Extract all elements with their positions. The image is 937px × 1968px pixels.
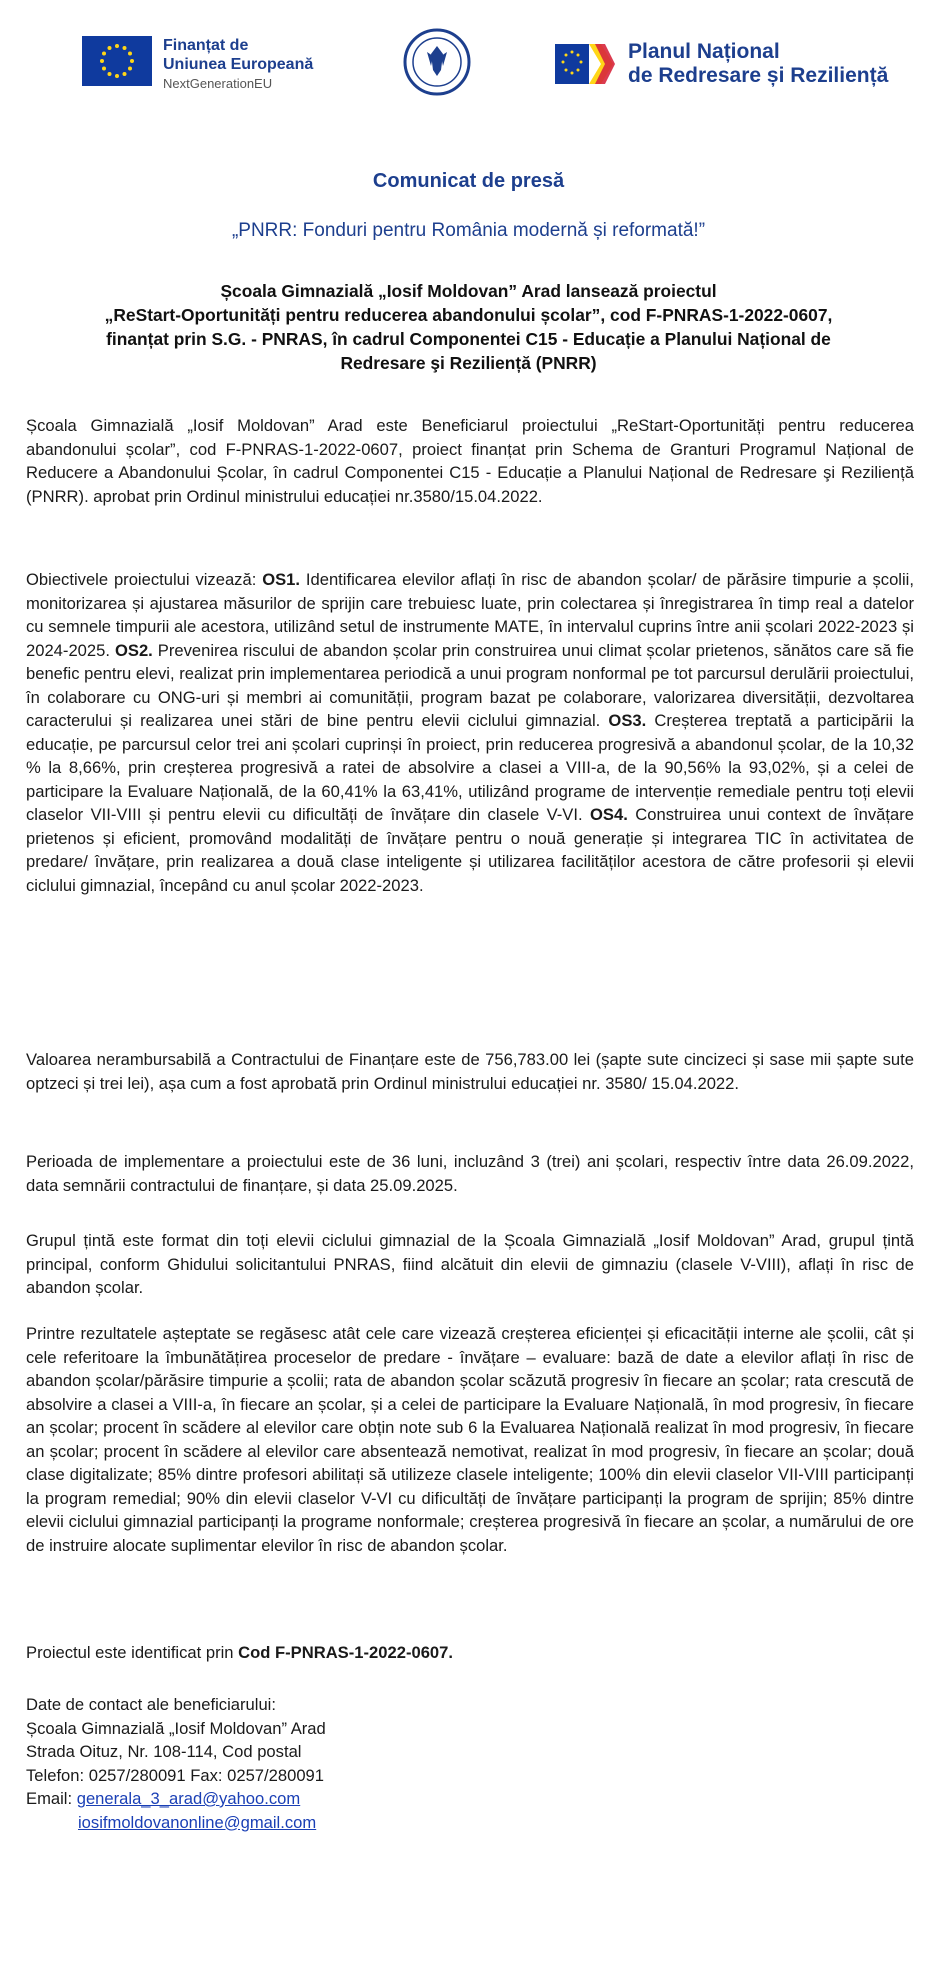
email-label: Email: xyxy=(26,1789,77,1808)
contact-address: Strada Oituz, Nr. 108-114, Cod postal xyxy=(26,1742,302,1761)
eu-line-2: Uniunea Europeană xyxy=(163,56,314,73)
paragraph-objectives xyxy=(26,568,914,897)
eu-funding-label xyxy=(163,36,313,93)
pnrr-line-2: de Redresare și Reziliență xyxy=(628,64,889,87)
government-crest-logo xyxy=(403,26,471,98)
headline-line-1: Școala Gimnazială „Iosif Moldovan” Arad lansează proiectul xyxy=(220,281,717,301)
headline-line-2: „ReStart-Oportunități pentru reducerea abandonului școlar”, cod F-PNRAS-1-2022-0607, xyxy=(104,305,833,325)
page-title: Comunicat de presă xyxy=(372,170,565,192)
eu-flag-icon xyxy=(82,36,152,86)
paragraph-expected-results: Printre rezultatele așteptate se regăsesc atât cele care vizează creșterea eficienței și eficacității interne ale școlii, cât și cele referitoare la îmbunătățirea proceselor de predare - învățare – evaluare: bază de date a elevilor aflați în risc de abandon școlar/părăsire timpurie a școlii; rata de abandon școlar scăzută progresiv în fiecare an școlar; rata crescută de absolvire a clasei a VIII-a, în fiecare an școlar, și a celei de participare la Evaluare Națională, în mod progresiv, în fiecare an școlar; procent în scădere al elevilor care obțin note sub 6 la Evaluarea Națională realizat în mod progresiv, în fiecare an școlar; procent în scădere al elevilor care absentează nemotivat, realizat în mod progresiv, în fiecare an școlar; două clase digitalizate; 85% dintre profesori abilitați să utilizeze clasele inteligente; 100% din elevii claselor VII-VIII participanți la program remedial; 90% din elevii claselor V-VI cu dificultăți de învățare participanți la program de sprijin; 85% dintre elevii ciclului gimnazial participanți la programe nonformale; creșterea progresivă în fiecare an școlar, a numărului de ore de instruire alocate suplimentar elevilor în risc de abandon școlar. xyxy=(26,1324,914,1555)
paragraph-beneficiary: Școala Gimnazială „Iosif Moldovan” Arad este Beneficiarul proiectului „ReStart-Oportunități pentru reducerea abandonului școlar”, cod F-PNRAS-1-2022-0607, proiect finanțat prin Schema de Granturi Programul Național de Reducere a Abandonului Școlar, în cadrul Componentei C15 - Educație a Planului Național de Redresare şi Reziliență (PNRR). aprobat prin Ordinul ministrului educației nr.3580/15.04.2022. xyxy=(26,416,914,506)
os4-text: Construirea unui context de învățare prietenos și eficient, promovând modalități de învățare pentru o nouă generație și integrarea TIC în activitatea de predare/ învățare, prin realizarea a două clase inteligente și utilizarea facilităților acestora de către profesorii și elevii ciclului gimnazial, începând cu anul școlar 2022-2023. xyxy=(26,805,914,895)
os1-label: OS1. xyxy=(262,570,301,589)
project-code: Cod F-PNRAS-1-2022-0607. xyxy=(238,1643,454,1662)
pnrr-logo-icon xyxy=(555,40,615,88)
os2-text: Prevenirea riscului de abandon școlar prin construirea unui climat școlar prietenos, sănătos care să fie benefic pentru elevi, realizat prin implementarea periodică a unui program nonformal pe tot parcursul derulării proiectului, în colaborare cu ONG-uri și membri ai comunității, program bazat pe colaborare, valorizarea diversității, dezvoltarea caracterului și realizarea unei stări de bine pentru elevii ciclului gimnazial. xyxy=(26,640,915,730)
contact-school: Școala Gimnazială „Iosif Moldovan” Arad xyxy=(26,1718,326,1738)
paragraph-implementation-period: Perioada de implementare a proiectului este de 36 luni, incluzând 3 (trei) ani școlari, respectiv între data 26.09.2022, data semnării contractului de finanțare, și data 25.09.2025. xyxy=(26,1152,914,1195)
logo-header xyxy=(0,0,937,110)
slogan: „PNRR: Fonduri pentru România modernă și reformată!” xyxy=(231,220,706,241)
headline xyxy=(0,279,937,375)
objectives-intro: Obiectivele proiectului vizează: xyxy=(26,570,263,589)
government-crest-icon xyxy=(403,26,471,98)
os3-text: Creșterea treptată a participării la educație, pe parcursul celor trei ani școlari cuprinși în proiect, prin reducerea progresivă a abandonul școlar, de la 10,32 % la 8,66%, prin creșterea progresivă a ratei de absolvire a clasei a VIII-a, de la 90,56% la 93,02%, și a celei de participare la Evaluare Națională, de la 60,41% la 63,41%, utilizând programe de intervenție remediale pentru toți elevii claselor VII-VIII și pentru elevii cu dificultăți de învățare din clasele V-VI. xyxy=(26,711,914,824)
os3-label: OS3. xyxy=(608,711,647,730)
email-link-2[interactable]: iosifmoldovanonline@gmail.com xyxy=(78,1812,317,1832)
eu-line-3: NextGenerationEU xyxy=(163,76,273,91)
contact-email-row-2 xyxy=(26,1811,326,1835)
os4-label: OS4. xyxy=(590,805,628,824)
os2-label: OS2. xyxy=(114,640,153,660)
os1-text: Identificarea elevilor aflați în risc de abandon școlar/ de părăsire timpurie a școlii, monitorizarea și ajustarea măsurilor de sprijin care trebuiesc luate, prin colectarea și înregistrarea în timp real a datelor cu semnele timpurii ale acestora, utilizând setul de instrumente MATE, în intervalul cuprins între anii școlari 2022-2023 și 2024-2025. xyxy=(26,570,914,660)
headline-line-4: Redresare şi Reziliență (PNRR) xyxy=(340,353,597,373)
paragraph-funding-value: Valoarea nerambursabilă a Contractului de Finanțare este de 756,783.00 lei (șapte sute cincizeci și sase mii șapte sute optzeci și trei lei), așa cum a fost aprobată prin Ordinul ministrului educației nr. 3580/ 15.04.2022. xyxy=(26,1050,914,1093)
pnrr-title xyxy=(628,40,888,88)
contact-email-row xyxy=(26,1787,326,1811)
paragraph-project-code xyxy=(26,1641,914,1665)
email-link-1[interactable]: generala_3_arad@yahoo.com xyxy=(76,1789,301,1808)
paragraph-target-group: Grupul țintă este format din toți elevii ciclului gimnazial de la Școala Gimnazială „Iosif Moldovan” Arad, grupul țintă principal, conform Ghidului solicitantului PNRAS, fiind alcătuit din elevii de gimnaziu (clasele V-VIII), aflați în risc de abandon școlar. xyxy=(26,1231,914,1297)
project-code-intro: Proiectul este identificat prin xyxy=(26,1643,239,1662)
contact-block xyxy=(26,1693,326,1834)
eu-line-1: Finanțat de xyxy=(163,37,249,54)
contact-phone: Telefon: 0257/280091 Fax: 0257/280091 xyxy=(26,1765,325,1785)
contact-heading: Date de contact ale beneficiarului: xyxy=(26,1695,276,1714)
headline-line-3: finanțat prin S.G. - PNRAS, în cadrul Componentei C15 - Educație a Planului Național de xyxy=(106,329,831,349)
pnrr-line-1: Planul Național xyxy=(628,40,780,63)
